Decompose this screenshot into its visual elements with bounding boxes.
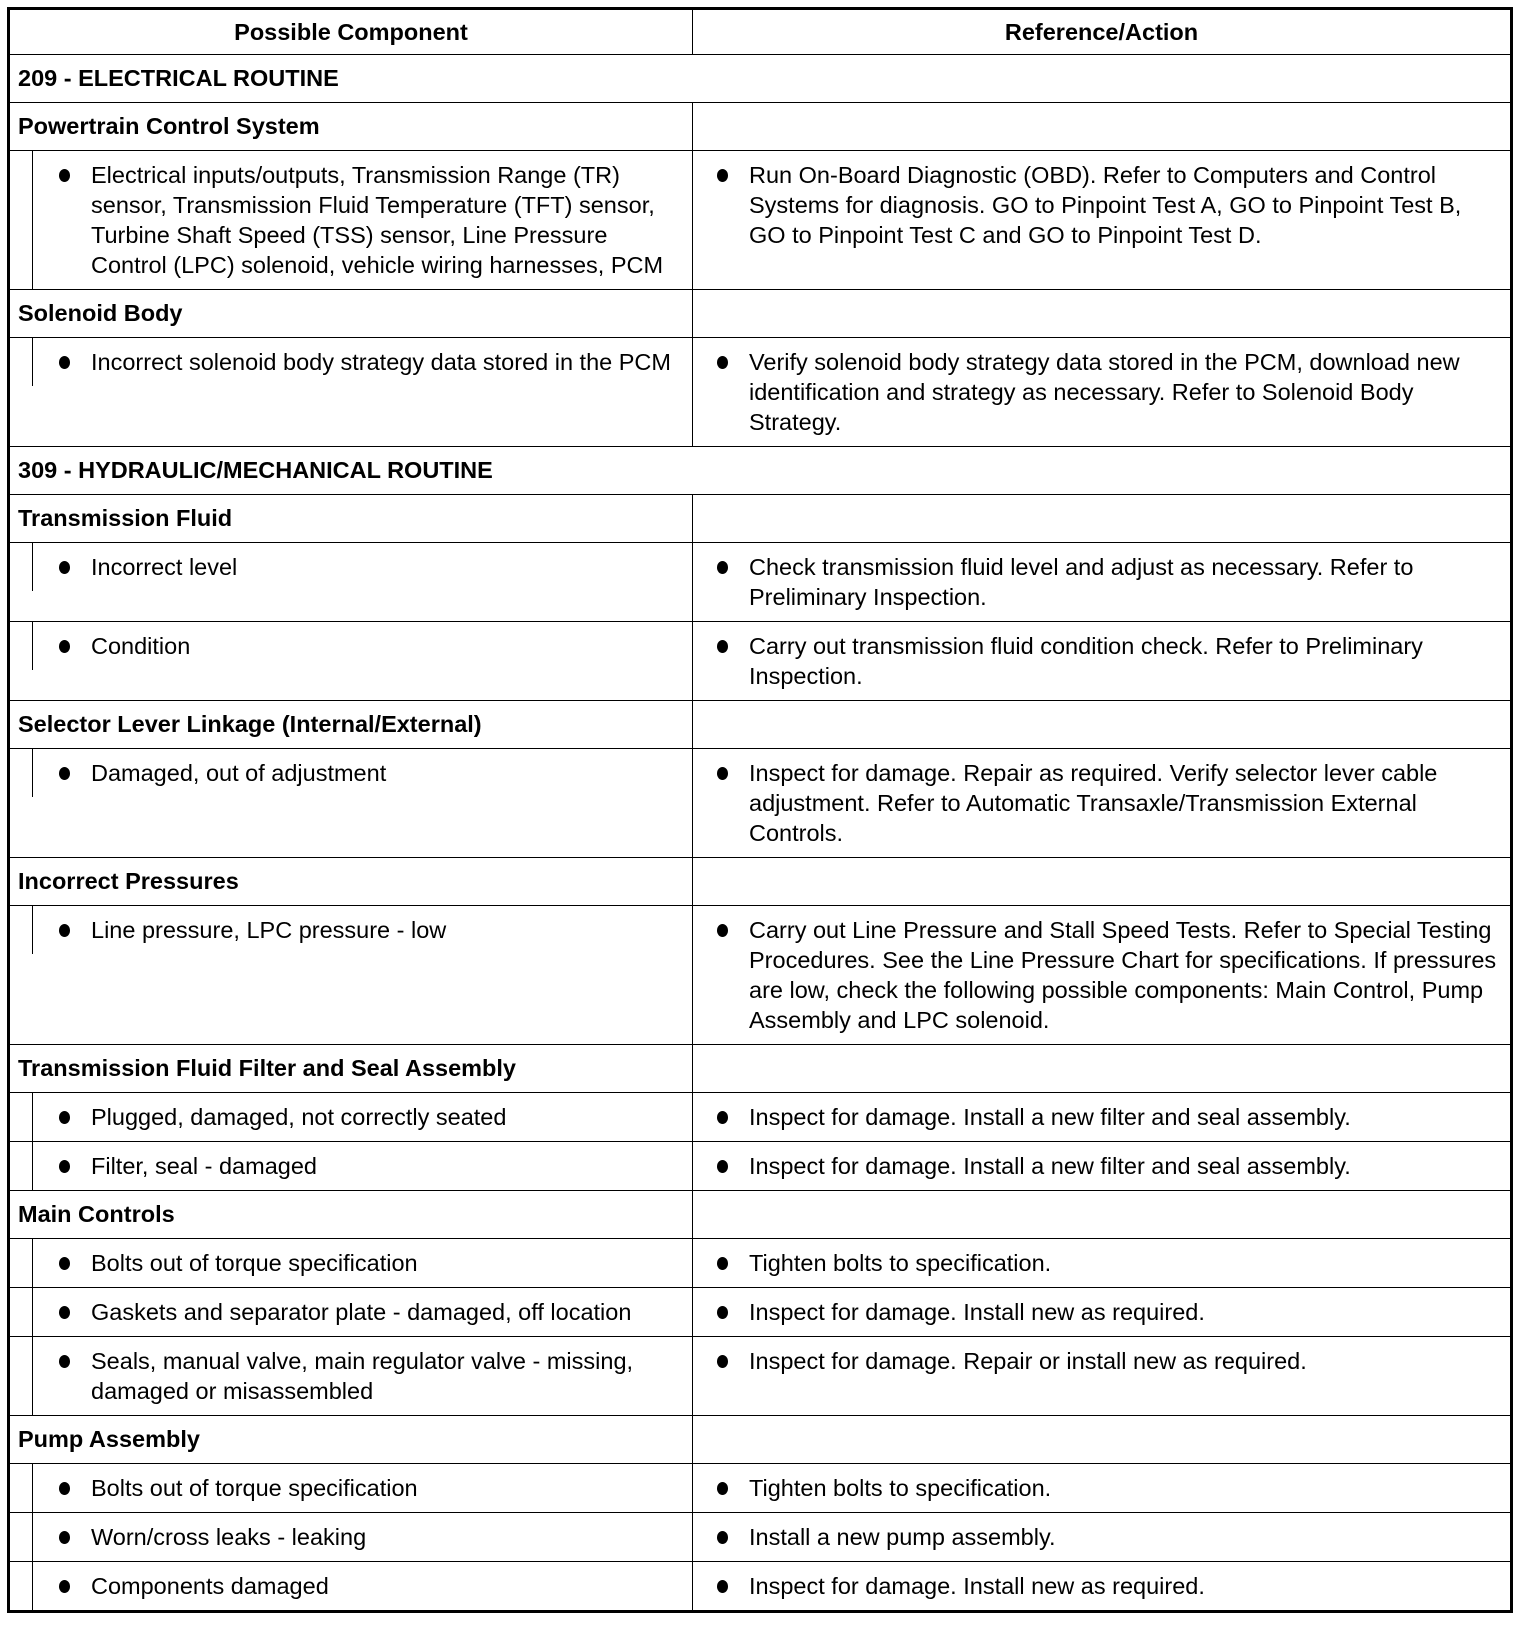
action-cell	[693, 1337, 1512, 1416]
action-text: Run On-Board Diagnostic (OBD). Refer to Computers and Control Systems for diagnosis. GO to Pinpoint Test A, GO to Pinpoint Test B, GO to Pinpoint Test C and GO to Pinpoint Test D.	[749, 162, 1462, 248]
bullet-icon	[717, 1102, 749, 1132]
indent-rail	[10, 1288, 33, 1336]
bullet-icon	[59, 1151, 91, 1181]
component-text: Components damaged	[91, 1573, 329, 1599]
group-row	[9, 1045, 1512, 1093]
group-row	[9, 290, 1512, 338]
component-text: Bolts out of torque specification	[91, 1475, 418, 1501]
component-text: Line pressure, LPC pressure - low	[91, 917, 447, 943]
action-cell	[693, 1093, 1512, 1142]
component-cell	[9, 338, 693, 447]
action-cell	[693, 1239, 1512, 1288]
section-row	[9, 447, 1512, 495]
group-action-empty	[693, 1191, 1512, 1239]
action-text: Inspect for damage. Install a new filter and seal assembly.	[749, 1153, 1351, 1179]
section-row	[9, 55, 1512, 103]
group-row	[9, 858, 1512, 906]
bullet-icon	[717, 631, 749, 691]
indent-rail	[10, 1464, 33, 1512]
action-cell	[693, 151, 1512, 290]
action-text: Inspect for damage. Repair as required. Verify selector lever cable adjustment. Refer to Automatic Transaxle/Transmission External Controls.	[749, 760, 1438, 846]
bullet-icon	[59, 631, 91, 661]
component-text: Incorrect solenoid body strategy data stored in the PCM	[91, 349, 671, 375]
group-action-empty	[693, 701, 1512, 749]
bullet-icon	[717, 1473, 749, 1503]
component-text: Worn/cross leaks - leaking	[91, 1524, 367, 1550]
action-text: Inspect for damage. Install new as required.	[749, 1299, 1205, 1325]
group-action-empty	[693, 495, 1512, 543]
section-title: 209 - ELECTRICAL ROUTINE	[9, 55, 1512, 103]
bullet-icon	[717, 1522, 749, 1552]
group-action-empty	[693, 1416, 1512, 1464]
bullet-icon	[59, 160, 91, 280]
indent-rail	[10, 1337, 33, 1415]
component-cell	[9, 1093, 693, 1142]
group-action-empty	[693, 103, 1512, 151]
header-reference-action: Reference/Action	[693, 9, 1512, 55]
bullet-icon	[717, 1571, 749, 1601]
component-text: Incorrect level	[91, 554, 238, 580]
bullet-icon	[717, 1248, 749, 1278]
action-text: Inspect for damage. Install new as required.	[749, 1573, 1205, 1599]
action-cell	[693, 749, 1512, 858]
bullet-icon	[717, 1297, 749, 1327]
section-title: 309 - HYDRAULIC/MECHANICAL ROUTINE	[9, 447, 1512, 495]
bullet-icon	[59, 1248, 91, 1278]
component-text: Filter, seal - damaged	[91, 1153, 317, 1179]
table-row	[9, 1562, 1512, 1612]
indent-rail	[10, 1142, 33, 1190]
group-action-empty	[693, 858, 1512, 906]
component-cell	[9, 749, 693, 858]
group-title: Powertrain Control System	[9, 103, 693, 151]
bullet-icon	[717, 915, 749, 1035]
component-text: Electrical inputs/outputs, Transmission Range (TR) sensor, Transmission Fluid Temperature (TFT) sensor, Turbine Shaft Speed (TSS) sensor, Line Pressure Control (LPC) solenoid, vehicle wiring harnesses, PCM	[91, 162, 664, 278]
component-cell	[9, 622, 693, 701]
action-text: Install a new pump assembly.	[749, 1524, 1056, 1550]
header-row	[9, 9, 1512, 55]
bullet-icon	[717, 160, 749, 250]
bullet-icon	[59, 1346, 91, 1406]
action-text: Inspect for damage. Install a new filter and seal assembly.	[749, 1104, 1351, 1130]
action-cell	[693, 1142, 1512, 1191]
group-row	[9, 1191, 1512, 1239]
indent-rail	[10, 1513, 33, 1561]
table-row	[9, 1288, 1512, 1337]
component-cell	[9, 1464, 693, 1513]
component-cell	[9, 906, 693, 1045]
bullet-icon	[717, 347, 749, 437]
component-text: Gaskets and separator plate - damaged, off location	[91, 1299, 632, 1325]
bullet-icon	[59, 1297, 91, 1327]
group-title: Incorrect Pressures	[9, 858, 693, 906]
indent-rail	[10, 749, 33, 797]
action-text: Tighten bolts to specification.	[749, 1250, 1052, 1276]
group-title: Pump Assembly	[9, 1416, 693, 1464]
component-text: Plugged, damaged, not correctly seated	[91, 1104, 507, 1130]
component-cell	[9, 1288, 693, 1337]
table-row	[9, 1093, 1512, 1142]
component-text: Bolts out of torque specification	[91, 1250, 418, 1276]
table-row	[9, 1142, 1512, 1191]
action-text: Tighten bolts to specification.	[749, 1475, 1052, 1501]
action-cell	[693, 1562, 1512, 1612]
bullet-icon	[717, 1346, 749, 1376]
component-text: Condition	[91, 633, 191, 659]
bullet-icon	[59, 1102, 91, 1132]
action-cell	[693, 1464, 1512, 1513]
diagnostic-table	[7, 7, 1513, 1613]
group-row	[9, 701, 1512, 749]
action-cell	[693, 622, 1512, 701]
action-cell	[693, 1288, 1512, 1337]
table-row	[9, 543, 1512, 622]
bullet-icon	[59, 915, 91, 945]
bullet-icon	[59, 1522, 91, 1552]
group-action-empty	[693, 1045, 1512, 1093]
indent-rail	[10, 1093, 33, 1141]
table-row	[9, 1513, 1512, 1562]
table-row	[9, 622, 1512, 701]
table-row	[9, 151, 1512, 290]
bullet-icon	[717, 552, 749, 612]
table-row	[9, 1464, 1512, 1513]
group-row	[9, 103, 1512, 151]
table-row	[9, 906, 1512, 1045]
bullet-icon	[59, 1571, 91, 1601]
group-title: Selector Lever Linkage (Internal/External)	[9, 701, 693, 749]
indent-rail	[10, 151, 33, 289]
component-cell	[9, 1337, 693, 1416]
indent-rail	[10, 338, 33, 386]
table-row	[9, 1239, 1512, 1288]
table-row	[9, 338, 1512, 447]
action-cell	[693, 543, 1512, 622]
group-action-empty	[693, 290, 1512, 338]
action-text: Inspect for damage. Repair or install new as required.	[749, 1348, 1307, 1374]
group-title: Transmission Fluid	[9, 495, 693, 543]
action-cell	[693, 906, 1512, 1045]
action-text: Check transmission fluid level and adjust as necessary. Refer to Preliminary Inspection.	[749, 554, 1414, 610]
bullet-icon	[717, 758, 749, 848]
component-cell	[9, 543, 693, 622]
group-row	[9, 1416, 1512, 1464]
indent-rail	[10, 1562, 33, 1610]
component-cell	[9, 1562, 693, 1612]
indent-rail	[10, 906, 33, 954]
component-cell	[9, 1513, 693, 1562]
bullet-icon	[717, 1151, 749, 1181]
bullet-icon	[59, 758, 91, 788]
action-cell	[693, 338, 1512, 447]
group-row	[9, 495, 1512, 543]
bullet-icon	[59, 552, 91, 582]
indent-rail	[10, 1239, 33, 1287]
bullet-icon	[59, 347, 91, 377]
table-row	[9, 749, 1512, 858]
action-cell	[693, 1513, 1512, 1562]
indent-rail	[10, 543, 33, 591]
group-title: Transmission Fluid Filter and Seal Assembly	[9, 1045, 693, 1093]
indent-rail	[10, 622, 33, 670]
component-text: Damaged, out of adjustment	[91, 760, 387, 786]
group-title: Main Controls	[9, 1191, 693, 1239]
table-body	[9, 55, 1512, 1612]
component-text: Seals, manual valve, main regulator valve - missing, damaged or misassembled	[91, 1348, 634, 1404]
action-text: Carry out transmission fluid condition check. Refer to Preliminary Inspection.	[749, 633, 1423, 689]
header-possible-component: Possible Component	[9, 9, 693, 55]
bullet-icon	[59, 1473, 91, 1503]
action-text: Verify solenoid body strategy data stored in the PCM, download new identification and strategy as necessary. Refer to Solenoid Body Strategy.	[749, 349, 1460, 435]
component-cell	[9, 151, 693, 290]
group-title: Solenoid Body	[9, 290, 693, 338]
table-row	[9, 1337, 1512, 1416]
action-text: Carry out Line Pressure and Stall Speed Tests. Refer to Special Testing Procedures. See the Line Pressure Chart for specifications. If pressures are low, check the following possible components: Main Control, Pump Assembly and LPC solenoid.	[749, 917, 1497, 1033]
component-cell	[9, 1142, 693, 1191]
component-cell	[9, 1239, 693, 1288]
